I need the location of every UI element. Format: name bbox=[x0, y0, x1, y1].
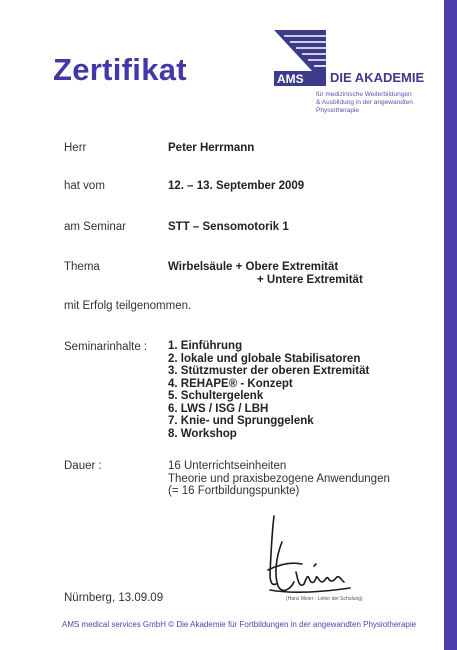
place-date: Nürnberg, 13.09.09 bbox=[64, 592, 164, 604]
list-item: 8. Workshop bbox=[168, 427, 237, 440]
duration-line: (= 16 Fortbildungspunkte) bbox=[168, 485, 300, 497]
success-text: mit Erfolg teilgenommen. bbox=[64, 300, 192, 312]
topic-line-1: Wirbelsäule + Obere Extremität bbox=[168, 261, 339, 273]
seminar-label: am Seminar bbox=[64, 221, 126, 233]
topic-label: Thema bbox=[64, 261, 100, 273]
duration-label: Dauer : bbox=[64, 460, 102, 472]
page-edge-band bbox=[444, 0, 457, 650]
date-label: hat vom bbox=[64, 180, 105, 192]
academy-subtitle bbox=[316, 91, 444, 115]
ams-logo-mark bbox=[274, 30, 326, 86]
salutation-label: Herr bbox=[64, 142, 87, 154]
topic-line-2: + Untere Extremität bbox=[257, 274, 363, 286]
academy-name: DIE AKADEMIE bbox=[330, 70, 425, 85]
footer-text: AMS medical services GmbH © Die Akademie für Fortbildungen in der angewandten Physiotherapie bbox=[62, 620, 417, 629]
list-item: 7. Knie- und Sprunggelenk bbox=[168, 415, 314, 427]
list-item: 5. Schultergelenk bbox=[168, 390, 264, 402]
list-item: 4. REHAPE® - Konzept bbox=[168, 377, 293, 390]
academy-subtitle-line: & Ausbildung in der angewandten bbox=[316, 99, 413, 106]
participant-name: Peter Herrmann bbox=[168, 142, 255, 154]
contents-list bbox=[168, 340, 369, 440]
seminar-name: STT – Sensomotorik 1 bbox=[168, 221, 289, 233]
list-item: 1. Einführung bbox=[168, 340, 243, 352]
contents-label: Seminarinhalte : bbox=[64, 341, 148, 353]
list-item: 6. LWS / ISG / LBH bbox=[168, 402, 269, 415]
seminar-dates: 12. – 13. September 2009 bbox=[168, 180, 305, 192]
signature-caption: (Hans Meier - Leiter der Schulung) bbox=[286, 596, 363, 602]
list-item: 3. Stützmuster der oberen Extremität bbox=[168, 365, 370, 377]
academy-subtitle-line: Physiotherapie bbox=[316, 107, 359, 114]
list-item: 2. lokale und globale Stabilisatoren bbox=[168, 352, 361, 365]
duration-line: 16 Unterrichtseinheiten bbox=[168, 460, 287, 472]
ams-logo-text: AMS bbox=[277, 72, 304, 86]
duration-line: Theorie und praxisbezogene Anwendungen bbox=[168, 472, 390, 485]
academy-subtitle-line: für medizinische Weiterbildungen bbox=[316, 91, 412, 98]
handwritten-signature bbox=[262, 512, 362, 607]
certificate-title: Zertifikat bbox=[53, 52, 187, 87]
duration-details bbox=[168, 460, 390, 498]
